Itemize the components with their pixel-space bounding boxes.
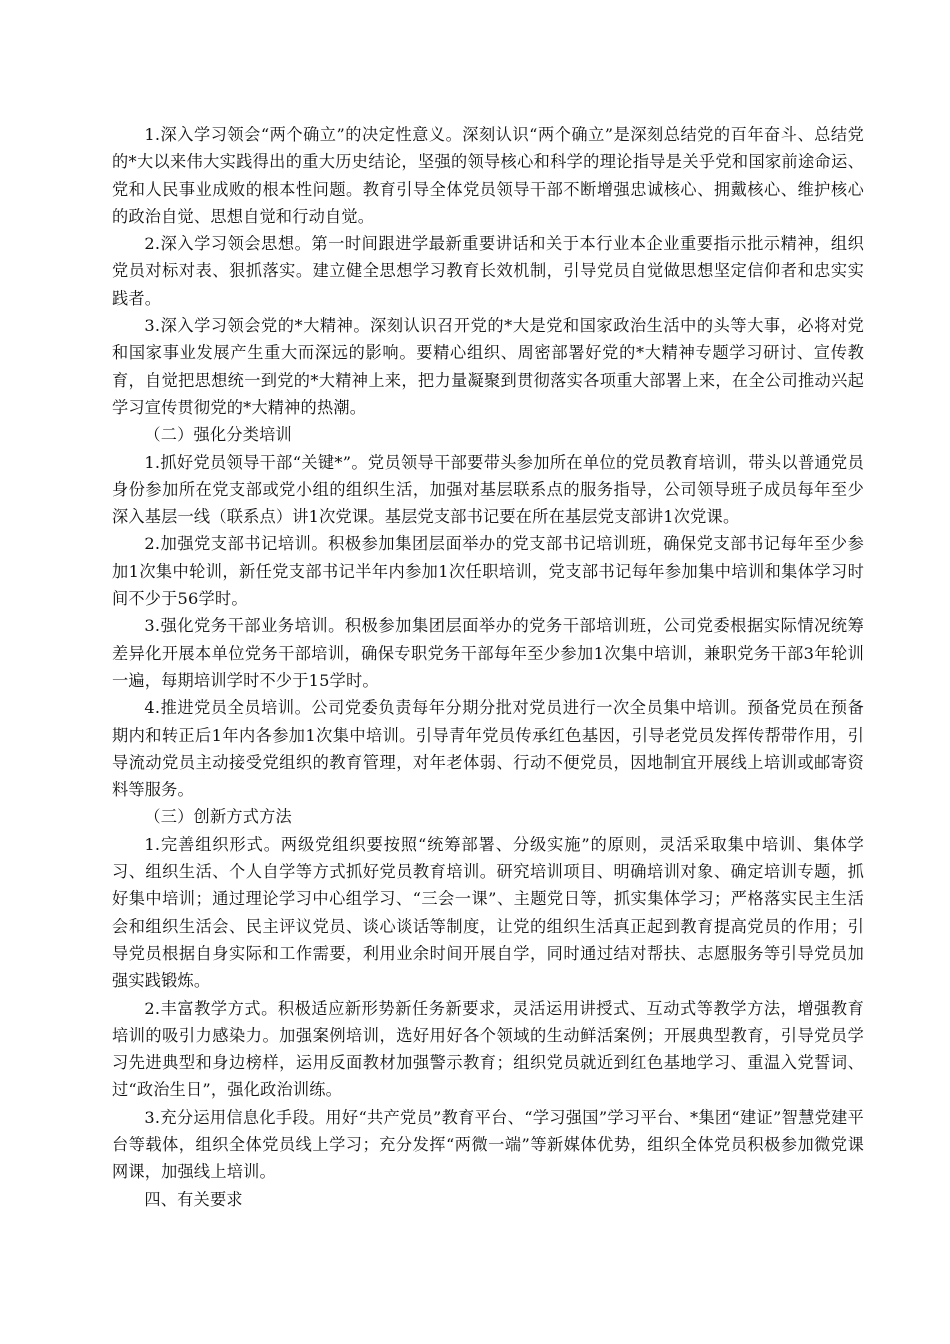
paragraph-organization-forms: 1.完善组织形式。两级党组织要按照“统筹部署、分级实施”的原则，灵活采取集中培训、集体学习、组织生活、个人自学等方式抓好党员教育培训。研究培训项目、明确培训对象、确定培训专题，抓好集中培训；通过理论学习中心组学习、“三会一课”、主题党日等，抓实集体学习；严格落实民主生活会和组织生活会、民主评议党员、谈心谈话等制度，让党的组织生活真正起到教育提高党员的作用；引导党员根据自身实际和工作需要，利用业余时间开展自学，同时通过结对帮扶、志愿服务等引导党员加强实践锻炼。 <box>112 834 864 991</box>
section-heading-innovate-methods: （三）创新方式方法 <box>144 807 292 827</box>
section-heading-requirements: 四、有关要求 <box>144 1189 243 1209</box>
paragraph-study-thought: 2.深入学习领会思想。第一时间跟进学最新重要讲话和关于本行业本企业重要指示批示精神，组织党员对标对表、狠抓落实。建立健全思想学习教育长效机制，引导党员自觉做思想坚定信仰者和忠实实践者。 <box>112 234 864 308</box>
paragraph-leading-cadres: 1.抓好党员领导干部“关键*”。党员领导干部要带头参加所在单位的党员教育培训，带头以普通党员身份参加所在党支部或党小组的组织生活，加强对基层联系点的服务指导，公司领导班子成员每年至少深入基层一线（联系点）讲1次党课。基层党支部书记要在所在基层党支部讲1次党课。 <box>112 452 864 527</box>
paragraph-all-member-training: 4.推进党员全员培训。公司党委负责每年分期分批对党员进行一次全员集中培训。预备党员在预备期内和转正后1年内各参加1次集中培训。引导青年党员传承红色基因，引导老党员发挥传帮带作用，引导流动党员主动接受党组织的教育管理，对年老体弱、行动不便党员，因地制宜开展线上培训或邮寄资料等服务。 <box>112 698 864 800</box>
paragraph-teaching-methods: 2.丰富教学方式。积极适应新形势新任务新要求，灵活运用讲授式、互动式等教学方法，增强教育培训的吸引力感染力。加强案例培训，选好用好各个领域的生动鲜活案例；开展典型教育，引导党员学习先进典型和身边榜样，运用反面教材加强警示教育；组织党员就近到红色基地学习、重温入党誓词、过“政治生日”，强化政治训练。 <box>112 998 864 1100</box>
paragraph-study-two-establishments: 1.深入学习领会“两个确立”的决定性意义。深刻认识“两个确立”是深刻总结党的百年奋斗、总结党的*大以来伟大实践得出的重大历史结论，坚强的领导核心和科学的理论指导是关乎党和国家前途命运、党和人民事业成败的根本性问题。教育引导全体党员领导干部不断增强忠诚核心、拥戴核心、维护核心的政治自觉、思想自觉和行动自觉。 <box>112 125 864 226</box>
paragraph-party-affairs-training: 3.强化党务干部业务培训。积极参加集团层面举办的党务干部培训班，公司党委根据实际情况统筹差异化开展本单位党务干部培训，确保专职党务干部每年至少参加1次集中培训，兼职党务干部3年轮训一遍，每期培训学时不少于15学时。 <box>112 616 864 690</box>
document-body <box>112 121 864 1213</box>
paragraph-information-means: 3.充分运用信息化手段。用好“共产党员”教育平台、“学习强国”学习平台、*集团“建证”智慧党建平台等载体，组织全体党员线上学习；充分发挥“两微一端”等新媒体优势，组织全体党员积极参加微党课网课，加强线上培训。 <box>112 1107 864 1182</box>
paragraph-study-congress-spirit: 3.深入学习领会党的*大精神。深刻认识召开党的*大是党和国家政治生活中的头等大事，必将对党和国家事业发展产生重大而深远的影响。要精心组织、周密部署好党的*大精神专题学习研讨、宣传教育，自觉把思想统一到党的*大精神上来，把力量凝聚到贯彻落实各项重大部署上来，在全公司推动兴起学习宣传贯彻党的*大精神的热潮。 <box>112 316 864 417</box>
paragraph-branch-secretary-training: 2.加强党支部书记培训。积极参加集团层面举办的党支部书记培训班，确保党支部书记每年至少参加1次集中轮训，新任党支部书记半年内参加1次任职培训，党支部书记每年参加集中培训和集体学习时间不少于56学时。 <box>112 534 864 609</box>
section-heading-classified-training: （二）强化分类培训 <box>144 425 292 445</box>
